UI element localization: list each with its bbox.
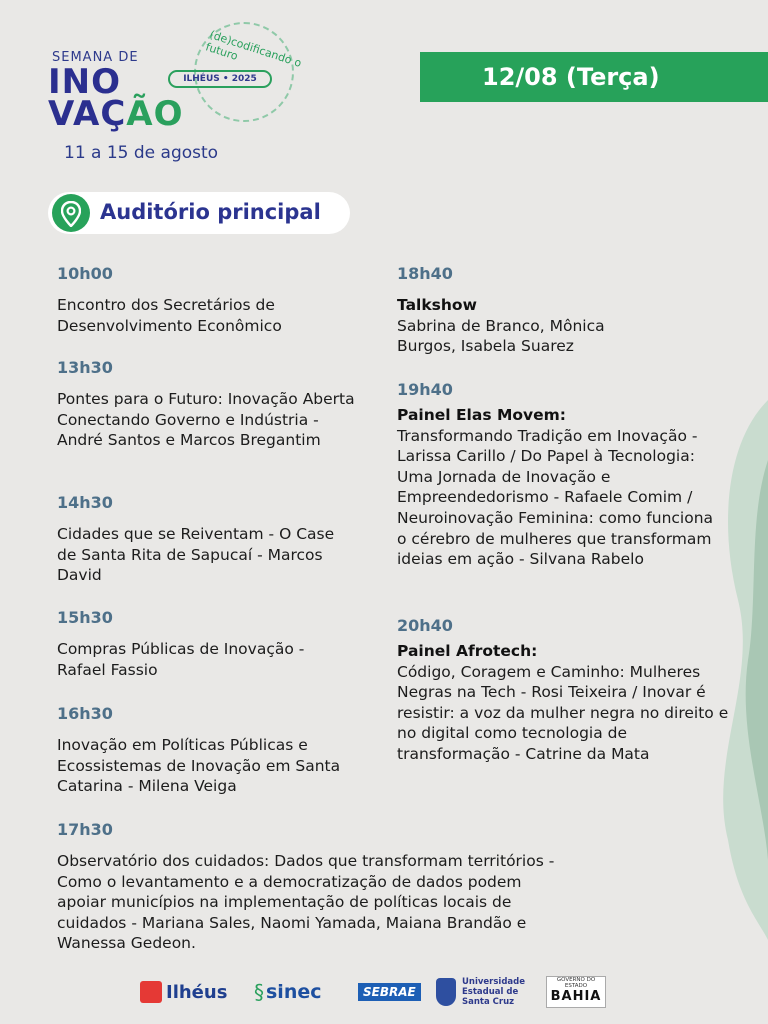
uesc-logo (436, 974, 525, 1010)
schedule-item (57, 264, 377, 336)
logo-pill: ILHÉUS • 2025 (168, 70, 272, 88)
bahia-top-text: GOVERNO DO ESTADO (556, 977, 596, 989)
schedule-text: Código, Coragem e Caminho: Mulheres Negras na Tech - Rosi Teixeira / Inovar é resistir: a voz da mulher negra no direito e no digital como tecnologia de transformação - Catrine da Mata (397, 662, 729, 763)
schedule-time: 13h30 (57, 358, 113, 377)
sponsor-logos (136, 974, 616, 1012)
event-dates: 11 a 15 de agosto (64, 143, 219, 163)
schedule-text: Encontro dos Secretários de Desenvolvimento Econômico (57, 296, 282, 335)
logo-line-2 (48, 94, 184, 134)
uesc-line: Santa Cruz (462, 997, 515, 1007)
location-label: Auditório principal (100, 200, 321, 224)
uesc-crest-icon (436, 978, 456, 1006)
logo-line-1: INO (48, 62, 122, 102)
schedule-time: 15h30 (57, 608, 113, 627)
schedule-text: Pontes para o Futuro: Inovação Aberta Conectando Governo e Indústria - André Santos e Marcos Bregantim (57, 390, 355, 450)
schedule-time: 14h30 (57, 493, 113, 512)
schedule-item (57, 704, 377, 797)
uesc-line: Universidade (462, 977, 526, 987)
schedule-text: Cidades que se Reiventam - O Case de Santa Rita de Sapucaí - Marcos David (57, 525, 335, 585)
uesc-logo-text (462, 977, 525, 1007)
schedule-item (57, 820, 557, 954)
logo-line-2b: ÃO (126, 94, 184, 134)
schedule-time: 18h40 (397, 264, 453, 283)
bahia-box (546, 976, 606, 1008)
schedule-title: Talkshow (397, 296, 477, 314)
day-banner: 12/08 (Terça) (420, 52, 768, 102)
ilheus-logo (140, 974, 227, 1010)
schedule-item (397, 380, 717, 570)
schedule-time: 19h40 (397, 380, 453, 399)
schedule-title: Painel Elas Movem: (397, 406, 566, 424)
schedule-text: Inovação em Políticas Públicas e Ecossistemas de Inovação em Santa Catarina - Milena Veiga (57, 736, 341, 796)
schedule-text: Observatório dos cuidados: Dados que transformam territórios - Como o levantamento e a democratização de dados podem apoiar municípios na implementação de políticas locais de cuidados - Mariana Sales, Naomi Yamada, Maiana Brandão e Wanessa Gedeon. (57, 852, 555, 953)
schedule-title: Painel Afrotech: (397, 642, 538, 660)
sinec-logo-text: sinec (266, 981, 322, 1003)
schedule-item (57, 493, 377, 586)
logo-line-2a: VAÇ (48, 94, 127, 134)
schedule-text: Compras Públicas de Inovação - Rafael Fassio (57, 640, 305, 679)
bahia-main-text: BAHIA (550, 989, 602, 1004)
event-logo (44, 22, 314, 142)
ilheus-logo-text: Ilhéus (166, 981, 228, 1003)
sinec-logo (254, 974, 322, 1010)
sebrae-logo-text: SEBRAE (358, 983, 421, 1001)
schedule-item (397, 616, 729, 765)
logo-top-text: SEMANA DE (52, 50, 139, 65)
schedule-text: Sabrina de Branco, Mônica Burgos, Isabela Suarez (397, 316, 605, 356)
sinec-mark-icon: § (254, 980, 264, 1004)
logo-tagline: (de)codificando o futuro (203, 28, 304, 70)
schedule-time: 16h30 (57, 704, 113, 723)
schedule-time: 17h30 (57, 820, 113, 839)
bahia-logo (546, 974, 606, 1010)
uesc-line: Estadual de (462, 987, 519, 997)
map-pin-icon (52, 194, 90, 232)
schedule-item (57, 608, 377, 680)
schedule-item (397, 264, 717, 357)
ilheus-emblem-icon (140, 981, 162, 1003)
schedule-text: Transformando Tradição em Inovação - Larissa Carillo / Do Papel à Tecnologia: Uma Jornada de Inovação e Empreendedorismo - Rafaele Comim / Neuroinovação Feminina: como funciona o cérebro de mulheres que transformam ideias em ação - Silvana Rabelo (397, 426, 714, 569)
schedule-item (57, 358, 377, 451)
location-pill (48, 192, 350, 234)
schedule-time: 10h00 (57, 264, 113, 283)
schedule-time: 20h40 (397, 616, 453, 635)
sebrae-logo (358, 974, 421, 1010)
